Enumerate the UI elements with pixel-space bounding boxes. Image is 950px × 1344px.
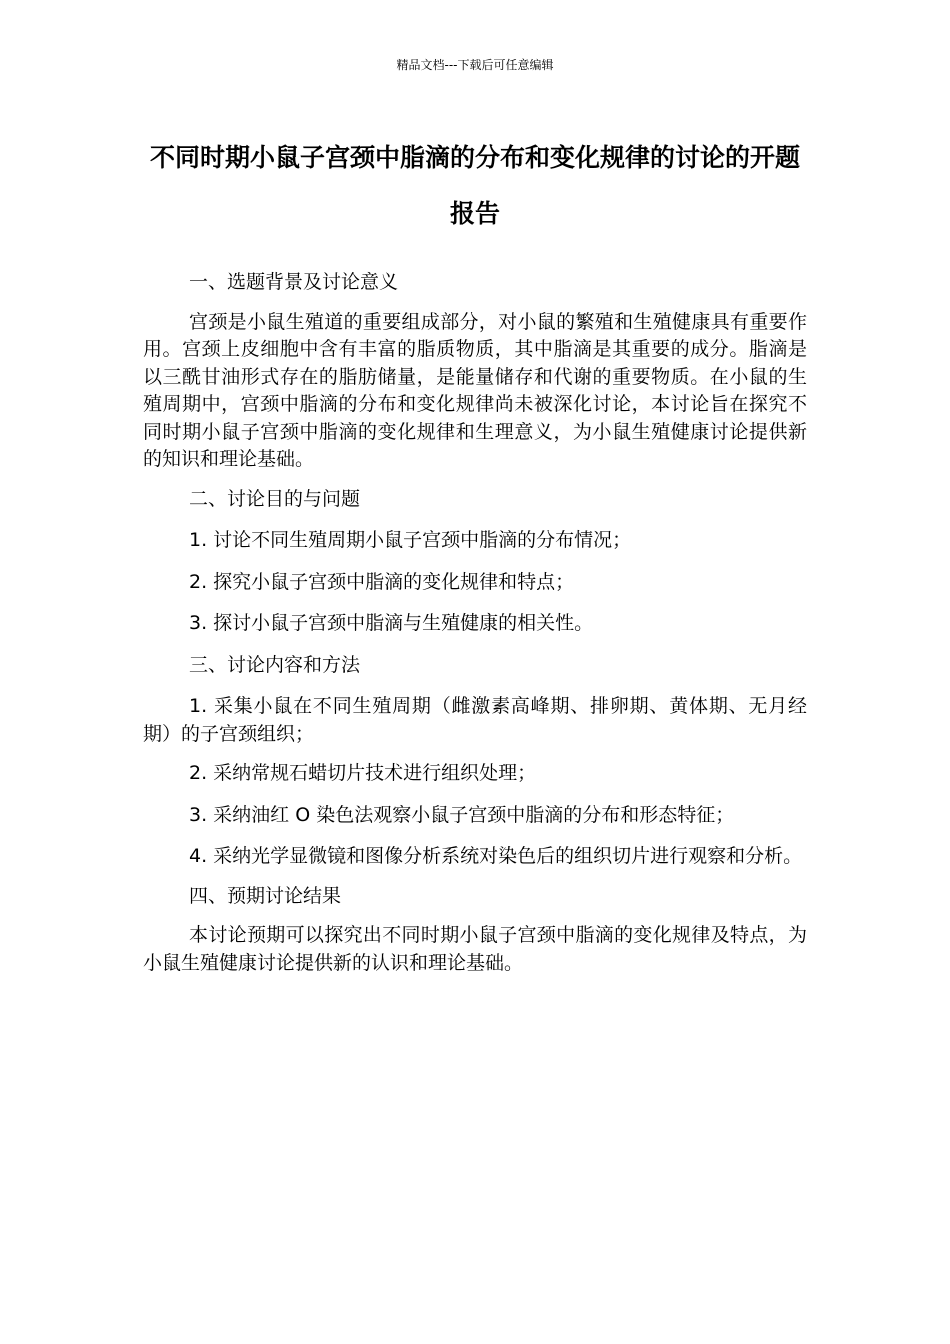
list-item: 4. 采纳光学显微镜和图像分析系统对染色后的组织切片进行观察和分析。 <box>189 845 803 867</box>
section-heading: 一、选题背景及讨论意义 <box>189 271 399 293</box>
document-body <box>143 269 807 977</box>
list-item: 3. 采纳油红 O 染色法观察小鼠子宫颈中脂滴的分布和形态特征； <box>189 803 735 826</box>
list-item: 2. 采纳常规石蜡切片技术进行组织处理； <box>189 762 537 784</box>
document-title: 不同时期小鼠子宫颈中脂滴的分布和变化规律的讨论的开题报告 <box>149 143 800 228</box>
section-heading: 二、讨论目的与问题 <box>189 487 361 510</box>
list-item: 2. 探究小鼠子宫颈中脂滴的变化规律和特点； <box>189 570 575 593</box>
paragraph: 宫颈是小鼠生殖道的重要组成部分，对小鼠的繁殖和生殖健康具有重要作用。宫颈上皮细胞中含有丰富的脂质物质，其中脂滴是其重要的成分。脂滴是以三酰甘油形式存在的脂肪储量，是能量储存和代谢的重要物质。在小鼠的生殖周期中，宫颈中脂滴的分布和变化规律尚未被深化讨论，本讨论旨在探究不同时期小鼠子宫颈中脂滴的变化规律和生理意义，为小鼠生殖健康讨论提供新的知识和理论基础。 <box>143 310 807 470</box>
list-item: 3. 探讨小鼠子宫颈中脂滴与生殖健康的相关性。 <box>189 612 594 634</box>
paragraph: 本讨论预期可以探究出不同时期小鼠子宫颈中脂滴的变化规律及特点，为小鼠生殖健康讨论提供新的认识和理论基础。 <box>143 924 807 974</box>
header-note: 精品文档---下载后可任意编辑 <box>396 58 554 72</box>
list-item: 1. 讨论不同生殖周期小鼠子宫颈中脂滴的分布情况； <box>189 529 632 551</box>
section-heading: 四、预期讨论结果 <box>189 884 342 907</box>
section-heading: 三、讨论内容和方法 <box>189 653 361 676</box>
list-item: 1. 采集小鼠在不同生殖周期（雌激素高峰期、排卵期、黄体期、无月经期）的子宫颈组织； <box>143 695 807 745</box>
